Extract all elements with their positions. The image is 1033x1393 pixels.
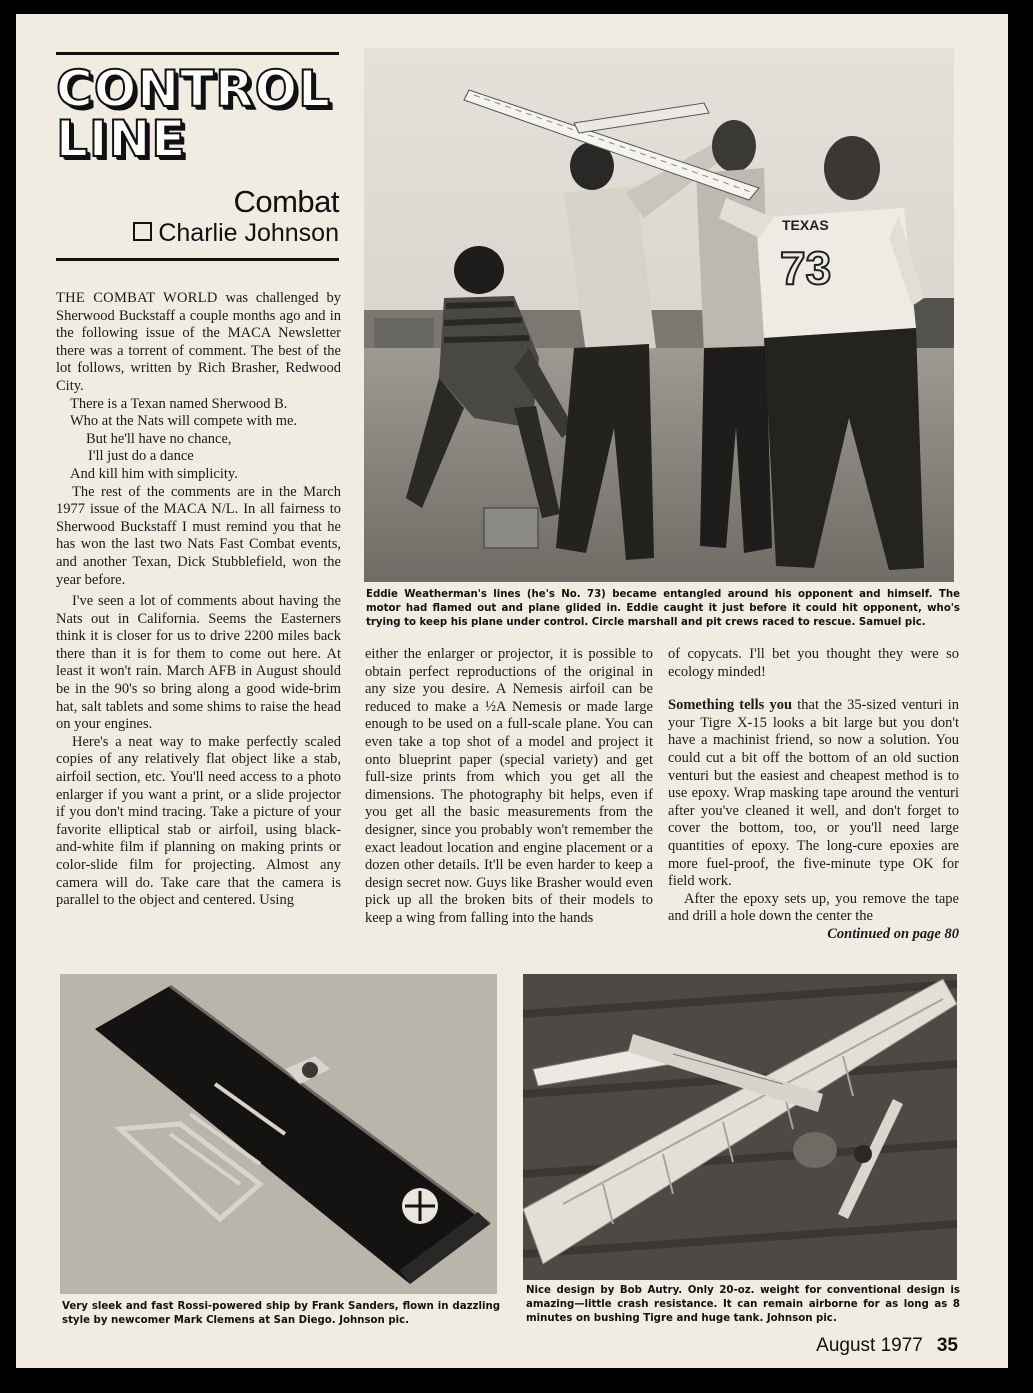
col3-p2-text: that the 35-sized venturi in your Tigre X-15 looks a bit large but you don't have a machinist friend, so now a solution. You could cut a bit off the bottom of an old suction venturi but the easiest and cheapest method is to use epoxy. Wrap masking tape around the venturi after you've cleaned it well, and don't forget to cover the bottom, too, or you'll need large quantities of epoxy. The long-cure epoxies are more fuel-proof, the five-minute type OK for field work. bbox=[668, 697, 960, 890]
header-rule-top bbox=[56, 52, 339, 55]
poem-line: There is a Texan named Sherwood B. bbox=[70, 395, 288, 412]
poem-line: But he'll have no chance, bbox=[86, 430, 232, 447]
flying-wing-photo bbox=[60, 974, 497, 1294]
bottom-left-photo bbox=[60, 974, 497, 1294]
top-photo-caption: Eddie Weatherman's lines (he's No. 73) became entangled around his opponent and himself. The motor had flamed out and plane glided in. Eddie caught it just before it could hit opponent, who's trying to keep his plane under control. Circle marshall and pit crews raced to rescue. Samuel pic. bbox=[366, 589, 960, 628]
author-name: Charlie Johnson bbox=[158, 219, 339, 247]
col3-paragraph-3: After the epoxy sets up, you remove the tape and drill a hole down the center the bbox=[668, 890, 959, 925]
col1-paragraph-3: I've seen a lot of comments about having the Nats out in California. Seems the Easterners think it is closer for us to drive 2200 miles back there than it is for them to come out here. At least it won't rain. March AFB in August should be in the 90's so bring along a good wide-brim hat, salt tablets and some shims to raise the head on your engines. bbox=[56, 593, 341, 733]
section-title-line1: CONTROL bbox=[56, 60, 332, 118]
section-title-line2: LINE bbox=[56, 110, 187, 168]
col1-paragraph-1 bbox=[56, 290, 341, 396]
col3-paragraph-2 bbox=[668, 697, 959, 891]
poem bbox=[56, 396, 341, 484]
col1-paragraph-2: The rest of the comments are in the March 1977 issue of the MACA N/L. In all fairness to Sherwood Buckstaff I must remind you that he has won the last two Nats Fast Combat events, and another Texan, Dick Stubblefield, won the year before. bbox=[56, 483, 341, 588]
lead-in-2: Something tells you bbox=[668, 697, 793, 714]
bottom-right-caption: Nice design by Bob Autry. Only 20-oz. weight for conventional design is amazing—little crash resistance. It can remain airborne for as long as 8 minutes on bushing Tigre and huge tank. Johnson pic. bbox=[526, 1285, 960, 1324]
poem-line: And kill him with simplicity. bbox=[70, 465, 238, 482]
col1-paragraph-4: Here's a neat way to make perfectly scaled copies of any relatively flat object like a stab, airfoil section, etc. You'll need access to a photo enlarger if you want a print, or a slide projector if you don't mind tracing. Take a picture of your favorite elliptical stab or airfoil, using black-and-white film if planning on making prints or color-slide film for projecting. Almost any camera will do. Take care that the camera is parallel to the object and centered. Using bbox=[56, 733, 341, 909]
continued-note: Continued on page 80 bbox=[827, 925, 959, 942]
poem-line: Who at the Nats will compete with me. bbox=[70, 413, 298, 430]
shirt-number: 73 bbox=[780, 242, 832, 294]
bottom-right-photo bbox=[523, 974, 957, 1280]
top-photo bbox=[364, 48, 954, 582]
shirt-text: TEXAS bbox=[782, 217, 829, 233]
lead-in: THE COMBAT WORLD bbox=[56, 290, 218, 306]
col2-paragraph-1: either the enlarger or projector, it is possible to obtain perfect reproductions of the original in any size you desire. A Nemesis airfoil can be reduced to make a ½A Nemesis or made large enough to be used on a full-scale plane. You can even take a top shot of a model and project it onto blueprint paper (special variety) and get full-size prints from which you get all the dimensions. The photography bit helps, even if you get all the basic measurements from the designer, since you probably won't remember the exact leadout location and engine placement or a dozen other details. It'll be even harder to keep a design secret now. Guys like Brasher would even pick up all the broken bits of their models to keep a wing from falling into the hands bbox=[365, 646, 653, 926]
page-footer bbox=[816, 1335, 958, 1357]
magazine-page bbox=[16, 14, 1008, 1368]
bottom-left-caption: Very sleek and fast Rossi-powered ship by Frank Sanders, flown in dazzling style by newcomer Mark Clemens at San Diego. Johnson pic. bbox=[62, 1301, 500, 1326]
page-number: 35 bbox=[936, 1335, 958, 1356]
conventional-plane-photo bbox=[523, 974, 957, 1280]
col1-p1-text: was challenged by Sherwood Buckstaff a couple months ago and in the following issue of the MACA Newsletter there was a torrent of comment. The best of the lot follows, written by Rich Brasher, Redwood City. bbox=[56, 290, 341, 394]
section-title bbox=[56, 60, 356, 168]
column-1 bbox=[56, 290, 341, 910]
article-subtitle: Combat bbox=[233, 184, 339, 219]
col3-paragraph-1: of copycats. I'll bet you thought they were so ecology minded! bbox=[668, 646, 959, 680]
checkbox-square-icon bbox=[133, 222, 152, 241]
poem-line: I'll just do a dance bbox=[88, 448, 194, 465]
header-rule-bottom bbox=[56, 258, 339, 261]
column-2 bbox=[365, 646, 653, 928]
article-byline bbox=[133, 219, 339, 248]
combat-rescue-photo bbox=[364, 48, 954, 582]
issue-date: August 1977 bbox=[816, 1335, 923, 1356]
column-3 bbox=[668, 646, 959, 944]
